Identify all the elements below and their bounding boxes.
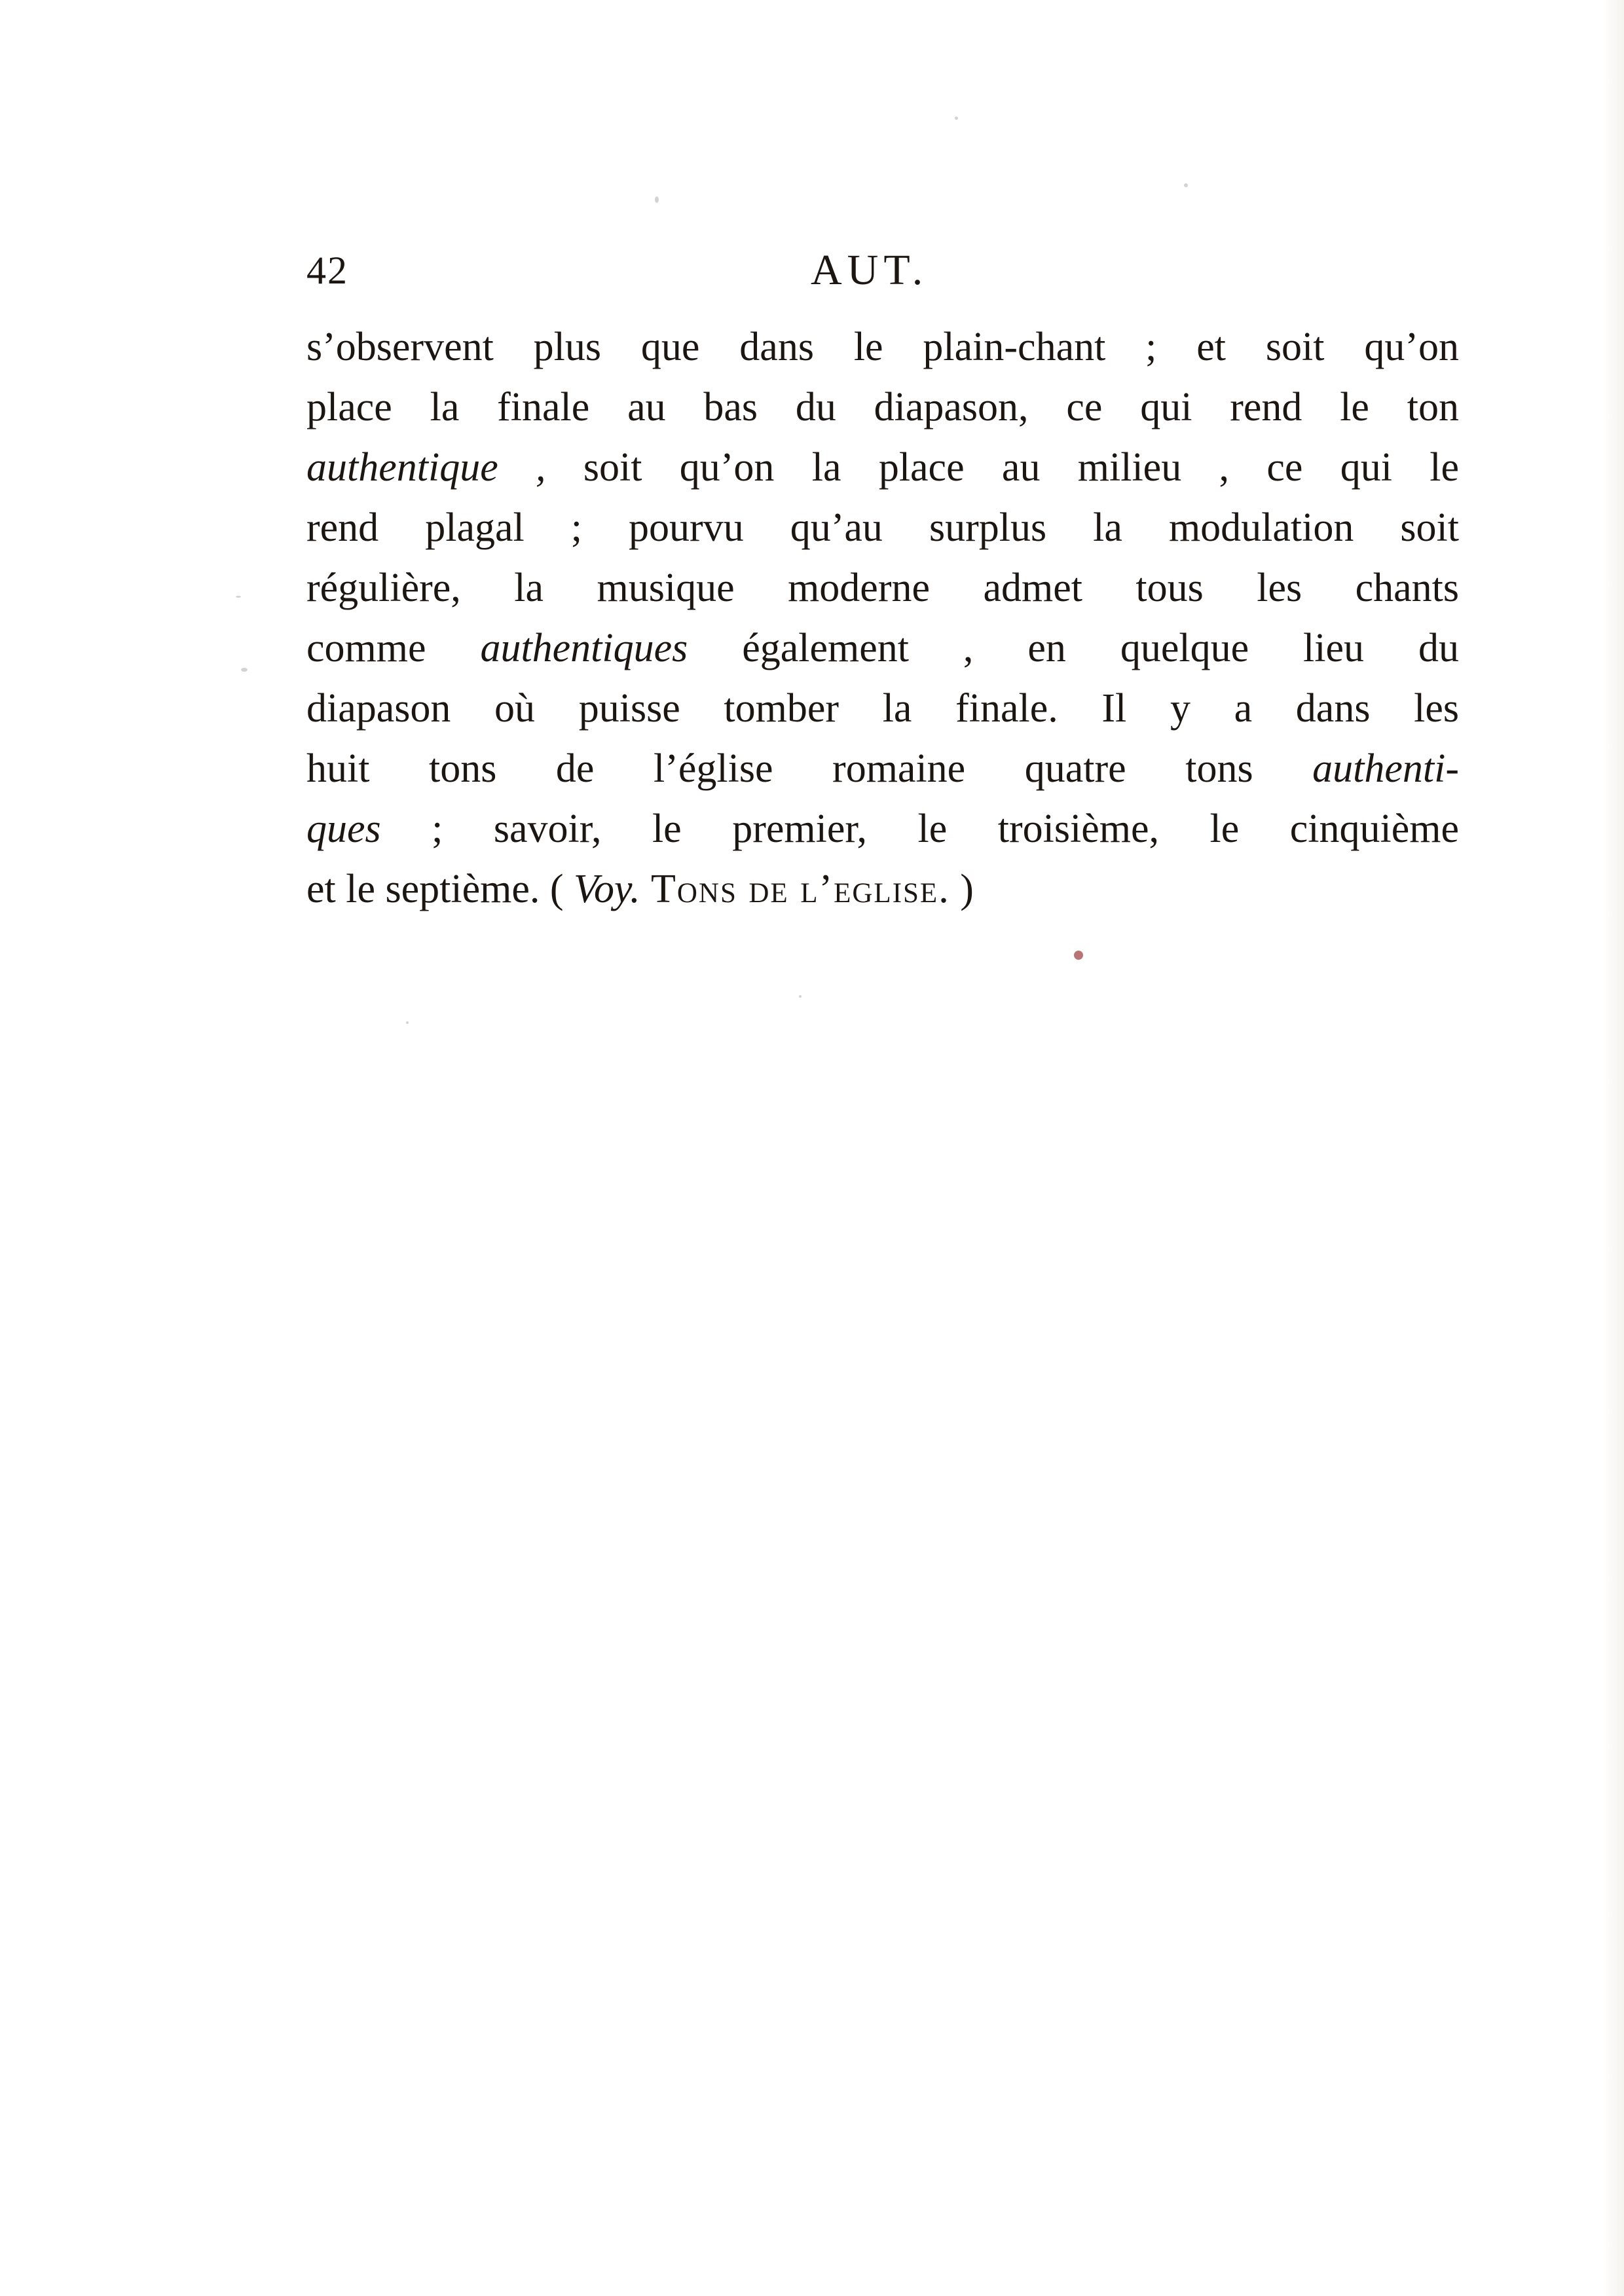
text-line-3: [306, 437, 1459, 498]
line-10-text-a: et le septième. (: [306, 867, 574, 911]
line-5-text: régulière, la musique moderne admet tous les chants: [306, 566, 1459, 610]
page-number: 42: [306, 249, 348, 292]
text-line-5: [306, 558, 1459, 618]
line-9-text: ; savoir, le premier, le troisième, le cinquième: [380, 807, 1459, 851]
page-edge-shadow: [1602, 0, 1624, 2296]
paper-speck: [655, 196, 659, 203]
text-line-4: [306, 498, 1459, 558]
line-8-text: huit tons de l’église romaine quatre tons: [306, 746, 1313, 791]
paper-speck: [799, 995, 802, 998]
line-3-text: soit qu’on la place au milieu , ce qui le: [545, 445, 1459, 490]
red-ink-speck: [1074, 951, 1083, 960]
line-8-italic: authenti-: [1312, 746, 1459, 791]
line-1-text: s’observent plus que dans le plain-chant ; et soit qu’on: [306, 325, 1459, 369]
running-head: [306, 241, 1459, 300]
line-9-italic: ques: [306, 807, 381, 851]
paper-speck: [406, 1021, 409, 1024]
line-6-italic: authentiques: [480, 626, 688, 670]
line-4-text: rend plagal ; pourvu qu’au surplus la modulation soit: [306, 505, 1459, 550]
line-10-text-end: ): [950, 867, 974, 911]
text-line-1: [306, 317, 1459, 377]
text-line-10: [306, 859, 1459, 919]
line-6-text-b: également , en quelque lieu du: [688, 626, 1459, 670]
line-7-text: diapason où puisse tomber la finale. Il y a dans les: [306, 686, 1459, 731]
text-line-6: [306, 618, 1459, 678]
line-2-text: place la finale au bas du diapason, ce qui rend le ton: [306, 385, 1459, 429]
text-line-8: [306, 738, 1459, 799]
paper-speck: [241, 668, 248, 672]
line-10-italic: Voy.: [574, 867, 640, 911]
cross-reference-smallcaps: Tons de l’eglise.: [640, 867, 950, 911]
running-title: AUT.: [811, 246, 929, 294]
line-3-italic: authentique ,: [306, 445, 546, 490]
text-line-2: [306, 377, 1459, 437]
paper-speck: [955, 117, 958, 120]
body-text: [306, 317, 1459, 919]
paper-speck: [1184, 183, 1188, 187]
line-6-text-a: comme: [306, 626, 481, 670]
text-line-9: [306, 799, 1459, 859]
paper-speck: [236, 596, 241, 598]
text-line-7: [306, 678, 1459, 738]
